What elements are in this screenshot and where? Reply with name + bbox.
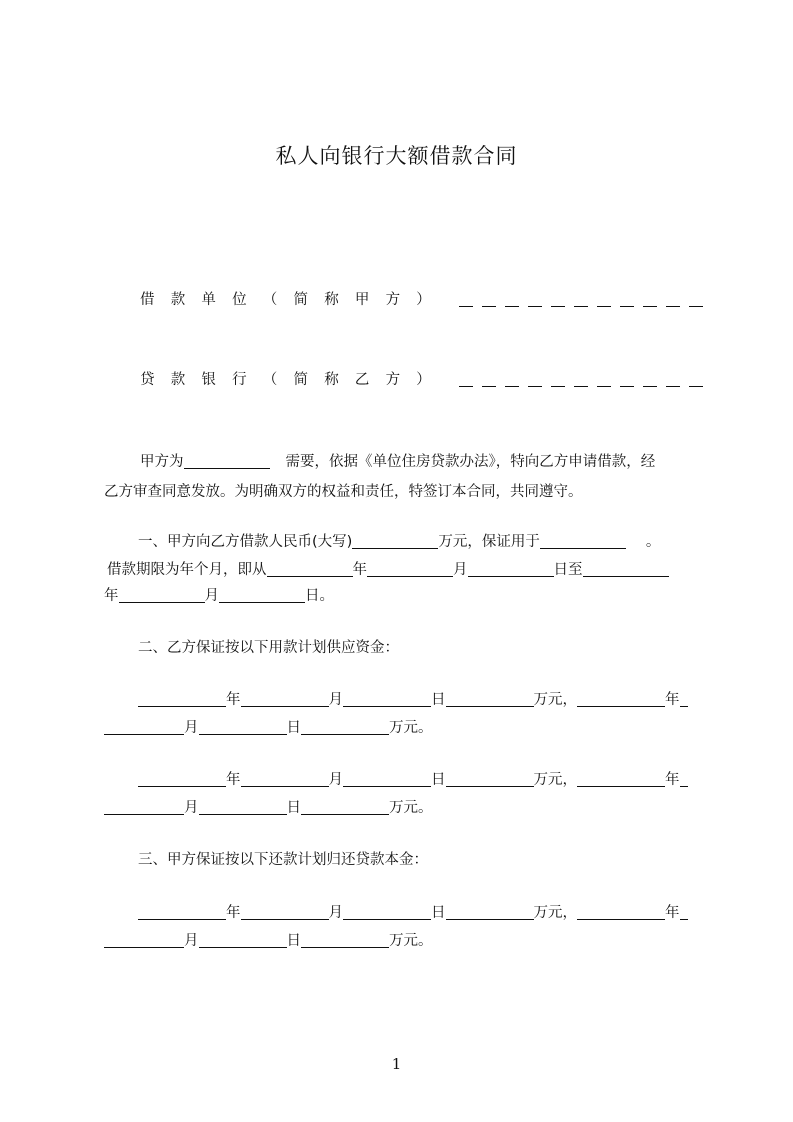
- page-number: 1: [391, 1055, 402, 1073]
- day-to-label: 日至: [553, 562, 583, 578]
- supply-schedule-row-2a: [138, 770, 688, 790]
- end-day-blank[interactable]: [219, 587, 305, 603]
- month-label: 月: [204, 588, 219, 604]
- month-label: 月: [184, 800, 199, 816]
- start-day-blank[interactable]: [468, 561, 554, 577]
- party-a-blank[interactable]: [447, 292, 703, 308]
- clause2-heading: 二、乙方保证按以下用款计划供应资金：: [138, 640, 399, 656]
- clause1-text-c: 。: [645, 534, 661, 550]
- year-label: 年: [665, 692, 680, 708]
- day-label: 日: [431, 692, 446, 708]
- preamble-suffix: 需要，依据《单位住房贷款办法》，特向乙方申请借款，经: [285, 454, 656, 470]
- schedule-blank[interactable]: [241, 691, 329, 707]
- schedule-blank[interactable]: [199, 719, 287, 735]
- end-year-blank[interactable]: [583, 561, 669, 577]
- clause1-text-b: 万元，保证用于: [438, 534, 540, 550]
- schedule-blank[interactable]: [241, 771, 329, 787]
- party-a-line: [140, 290, 703, 310]
- schedule-blank[interactable]: [104, 799, 184, 815]
- year-label: 年: [226, 772, 241, 788]
- clause1-line-3: [104, 586, 334, 606]
- term-text: 借款期限为年个月，即从: [107, 562, 267, 578]
- amount-label: 万元，: [533, 692, 577, 708]
- schedule-blank[interactable]: [343, 771, 431, 787]
- supply-schedule-row-1a: [138, 690, 688, 710]
- preamble-line-2: 乙方审查同意发放。为明确双方的权益和责任，特签订本合同，共同遵守。: [104, 484, 583, 500]
- schedule-blank[interactable]: [446, 904, 534, 920]
- year-label: 年: [104, 588, 119, 604]
- amount-label: 万元。: [389, 720, 433, 736]
- party-b-label: 贷款银行（简称乙方）: [140, 372, 447, 388]
- schedule-blank[interactable]: [241, 904, 329, 920]
- schedule-blank[interactable]: [199, 932, 287, 948]
- day-label: 日: [286, 720, 301, 736]
- clause1-line-1: [138, 532, 660, 552]
- schedule-blank[interactable]: [680, 691, 688, 707]
- month-label: 月: [184, 933, 199, 949]
- year-label: 年: [226, 905, 241, 921]
- clause1-line-2: [107, 560, 669, 580]
- schedule-blank[interactable]: [680, 904, 688, 920]
- day-label: 日: [286, 800, 301, 816]
- schedule-blank[interactable]: [104, 932, 184, 948]
- usage-blank[interactable]: [540, 533, 626, 549]
- schedule-blank[interactable]: [577, 691, 665, 707]
- schedule-blank[interactable]: [301, 932, 389, 948]
- party-a-label: 借款单位（简称甲方）: [140, 292, 447, 308]
- preamble-line-1: [140, 452, 655, 472]
- start-month-blank[interactable]: [367, 561, 453, 577]
- month-label: 月: [184, 720, 199, 736]
- end-month-blank[interactable]: [119, 587, 205, 603]
- amount-label: 万元。: [389, 800, 433, 816]
- start-year-blank[interactable]: [267, 561, 353, 577]
- schedule-blank[interactable]: [446, 771, 534, 787]
- schedule-blank[interactable]: [577, 904, 665, 920]
- schedule-blank[interactable]: [138, 904, 226, 920]
- month-label: 月: [328, 692, 343, 708]
- schedule-blank[interactable]: [343, 691, 431, 707]
- amount-label: 万元，: [533, 905, 577, 921]
- supply-schedule-row-1b: [104, 718, 433, 738]
- day-label: 日: [431, 772, 446, 788]
- day-label: 日: [286, 933, 301, 949]
- repay-schedule-row-1a: [138, 903, 688, 923]
- day-label: 日: [431, 905, 446, 921]
- amount-label: 万元，: [533, 772, 577, 788]
- clause3-heading: 三、甲方保证按以下还款计划归还贷款本金：: [138, 852, 428, 868]
- schedule-blank[interactable]: [343, 904, 431, 920]
- year-label: 年: [665, 772, 680, 788]
- schedule-blank[interactable]: [577, 771, 665, 787]
- party-b-line: [140, 370, 703, 390]
- month-label: 月: [328, 905, 343, 921]
- month-label: 月: [453, 562, 468, 578]
- amount-blank[interactable]: [352, 533, 438, 549]
- schedule-blank[interactable]: [301, 719, 389, 735]
- schedule-blank[interactable]: [199, 799, 287, 815]
- amount-label: 万元。: [389, 933, 433, 949]
- year-label: 年: [665, 905, 680, 921]
- schedule-blank[interactable]: [104, 719, 184, 735]
- schedule-blank[interactable]: [446, 691, 534, 707]
- preamble-prefix: 甲方为: [140, 454, 184, 470]
- year-label: 年: [226, 692, 241, 708]
- day-end-label: 日。: [305, 588, 334, 604]
- supply-schedule-row-2b: [104, 798, 433, 818]
- schedule-blank[interactable]: [138, 691, 226, 707]
- schedule-blank[interactable]: [138, 771, 226, 787]
- repay-schedule-row-1b: [104, 931, 433, 951]
- purpose-blank[interactable]: [184, 453, 270, 469]
- party-b-blank[interactable]: [447, 372, 703, 388]
- month-label: 月: [328, 772, 343, 788]
- year-label: 年: [352, 562, 367, 578]
- schedule-blank[interactable]: [680, 771, 688, 787]
- clause1-text-a: 一、甲方向乙方借款人民币(大写): [138, 534, 353, 550]
- schedule-blank[interactable]: [301, 799, 389, 815]
- document-title: 私人向银行大额借款合同: [275, 144, 518, 168]
